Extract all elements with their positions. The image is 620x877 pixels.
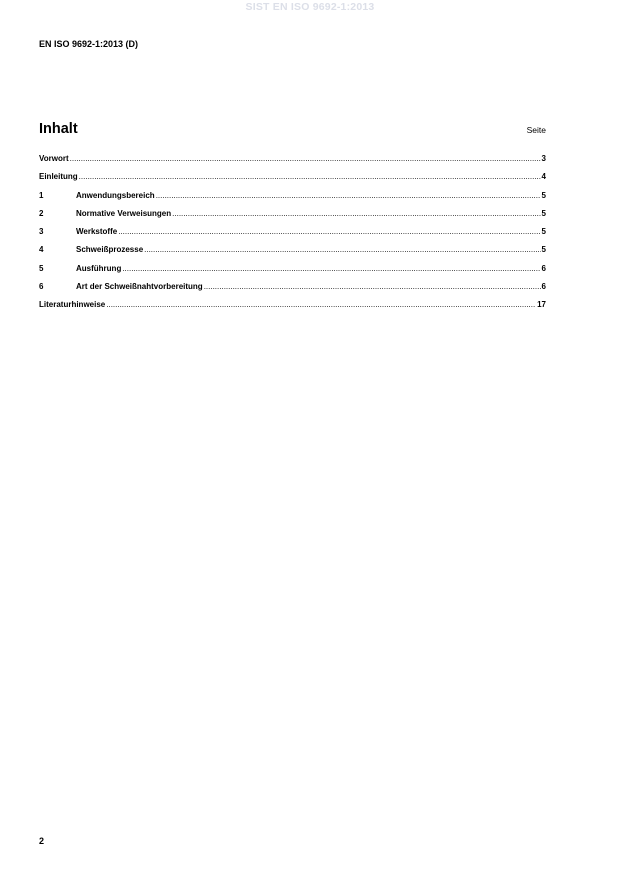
toc-entry-page: 5	[541, 190, 546, 200]
watermark: SIST EN ISO 9692-1:2013	[245, 1, 375, 13]
toc-entry-number: 1	[39, 190, 44, 200]
toc-entry-einleitung[interactable]	[39, 172, 546, 190]
toc-entry-label: Einleitung	[39, 172, 78, 182]
toc-entry-label: Schweißprozesse	[76, 245, 144, 255]
table-of-contents	[39, 154, 546, 319]
toc-entry-vorwort[interactable]	[39, 154, 546, 172]
toc-entry-page: 5	[541, 208, 546, 218]
toc-entry-page: 3	[541, 154, 546, 163]
toc-entry-number: 3	[39, 227, 44, 237]
toc-dot-leader	[79, 172, 541, 181]
toc-dot-leader	[118, 227, 540, 236]
toc-dot-leader	[204, 282, 541, 291]
toc-entry-page: 6	[541, 263, 546, 273]
toc-entry-number: 4	[39, 245, 44, 255]
toc-entry-page: 5	[541, 227, 546, 237]
page-number: 2	[39, 836, 45, 846]
toc-title: Inhalt	[39, 121, 78, 137]
toc-dot-leader	[144, 245, 540, 254]
toc-entry-label: Anwendungsbereich	[76, 190, 155, 200]
document-id: EN ISO 9692-1:2013 (D)	[39, 39, 139, 49]
toc-dot-leader	[156, 191, 541, 200]
toc-dot-leader	[122, 264, 540, 273]
toc-entry-number: 5	[39, 263, 44, 273]
toc-entry-5[interactable]	[39, 264, 546, 282]
toc-entry-page: 4	[541, 172, 546, 182]
toc-entry-page: 6	[541, 282, 546, 292]
toc-entry-2[interactable]	[39, 209, 546, 227]
toc-dot-leader	[106, 300, 536, 309]
toc-header	[39, 121, 546, 137]
toc-entry-4[interactable]	[39, 245, 546, 263]
toc-entry-1[interactable]	[39, 191, 546, 209]
toc-entry-6[interactable]	[39, 282, 546, 300]
toc-dot-leader	[172, 209, 540, 218]
toc-entry-label: Werkstoffe	[76, 227, 118, 237]
toc-entry-number: 6	[39, 282, 44, 292]
toc-entry-3[interactable]	[39, 227, 546, 245]
toc-entry-label: Art der Schweißnahtvorbereitung	[76, 282, 203, 292]
toc-entry-number: 2	[39, 208, 44, 218]
toc-dot-leader	[70, 154, 541, 163]
toc-entry-literaturhinweise[interactable]	[39, 300, 546, 318]
toc-entry-page: 17	[537, 300, 546, 310]
toc-page-label: Seite	[526, 125, 546, 135]
toc-entry-label: Ausführung	[76, 263, 122, 273]
toc-entry-label: Vorwort	[39, 154, 69, 163]
toc-entry-label: Normative Verweisungen	[76, 208, 172, 218]
toc-entry-label: Literaturhinweise	[39, 300, 106, 310]
toc-entry-page: 5	[541, 245, 546, 255]
